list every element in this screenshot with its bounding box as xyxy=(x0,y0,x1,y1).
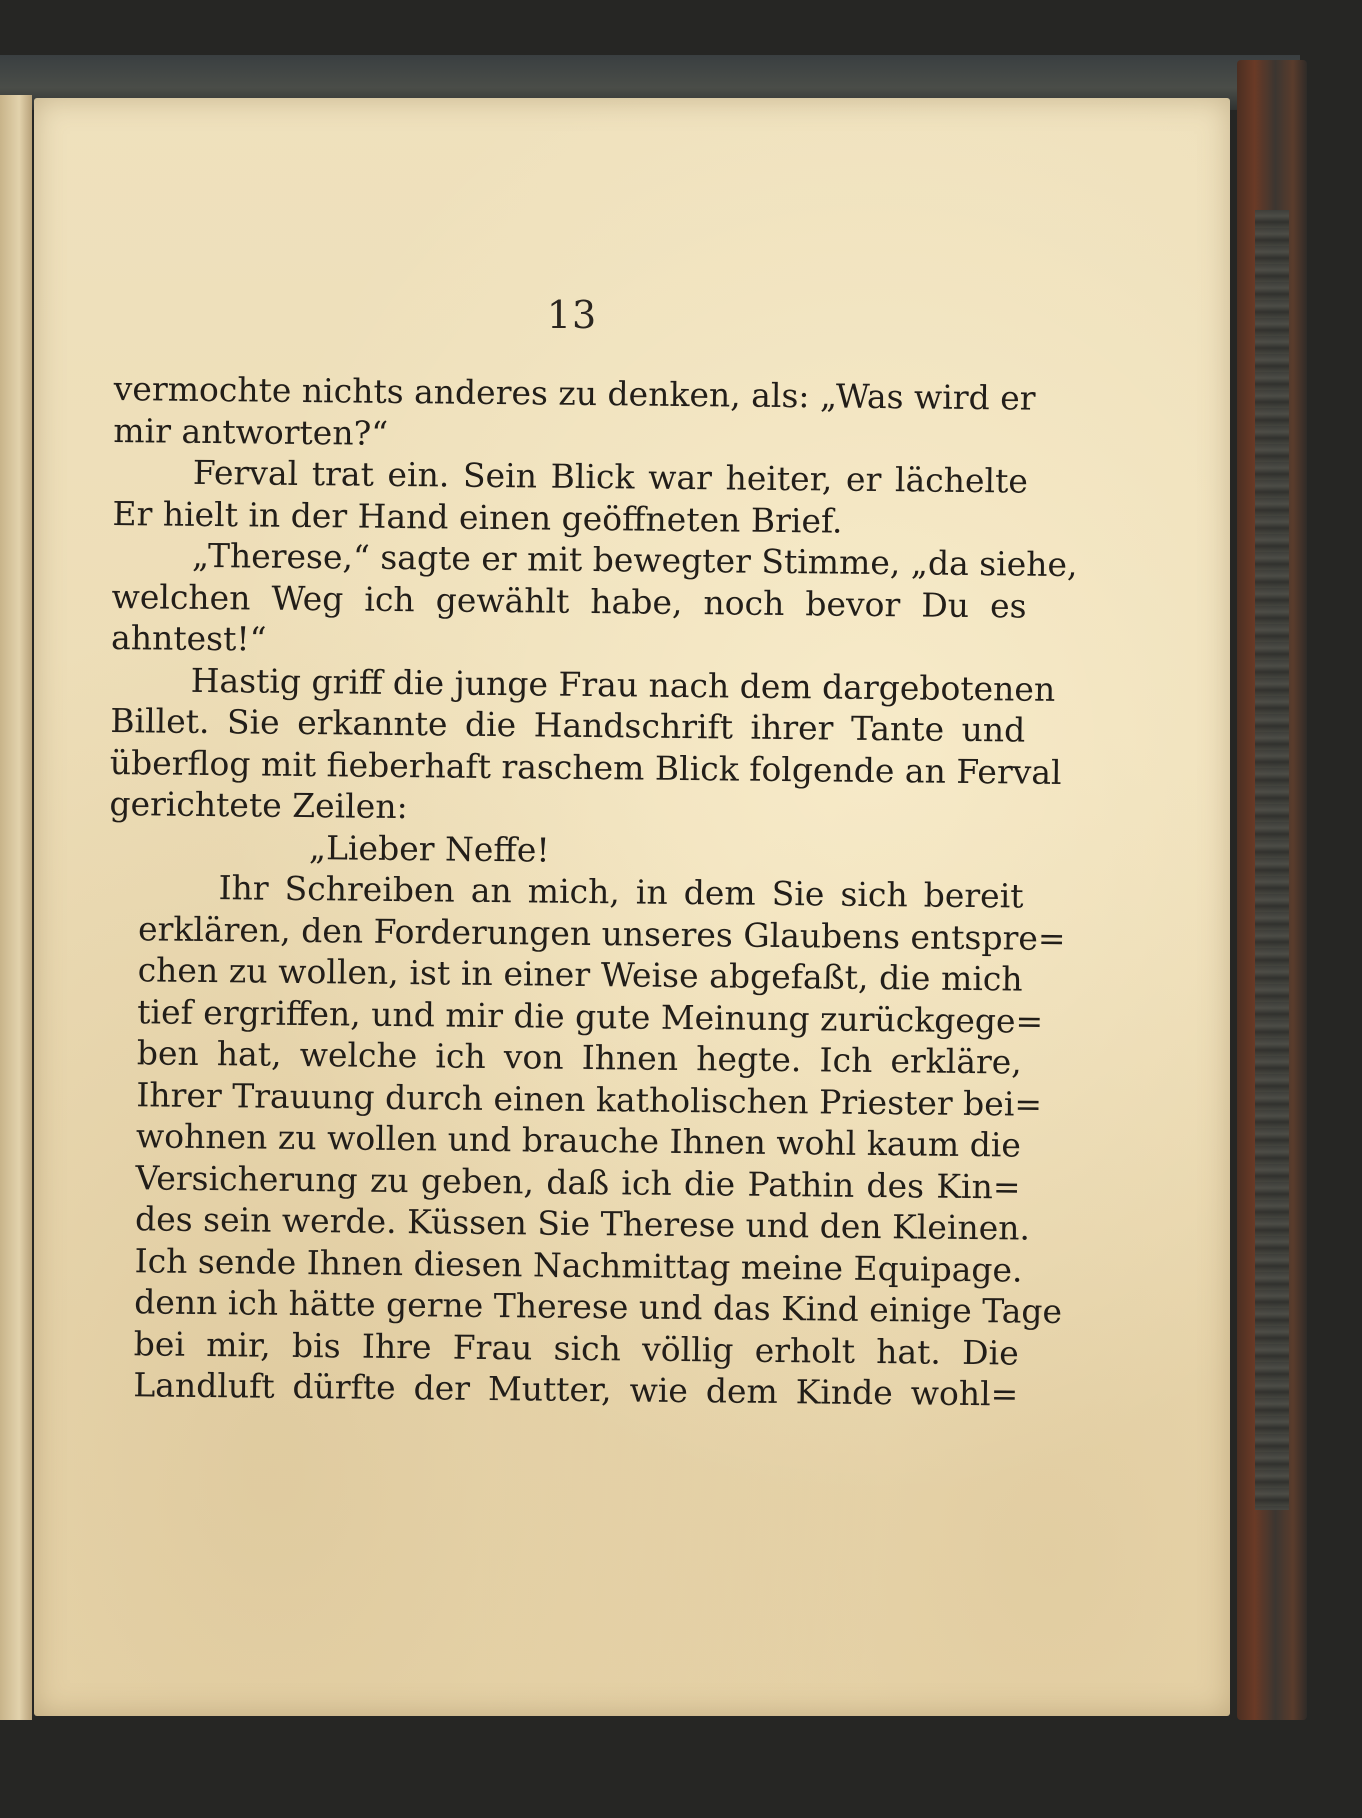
text-line: Ihrer Trauung durch einen katholischen Priester bei= xyxy=(136,1074,1043,1124)
text-line: „Therese,“ sagte er mit bewegter Stimme, „da siehe, xyxy=(191,535,1078,585)
text-line: „Lieber Neffe! xyxy=(308,827,550,870)
text-line: wohnen zu wollen und brauche Ihnen wohl kaum die xyxy=(135,1116,1022,1165)
page xyxy=(34,98,1230,1716)
facing-page-edge xyxy=(0,95,32,1720)
text-line: Ihr Schreiben an mich, in dem Sie sich bereit xyxy=(218,868,1024,916)
text-line: des sein werde. Küssen Sie Therese und den Kleinen. xyxy=(134,1199,1031,1248)
text-line: welchen Weg ich gewählt habe, noch bevor Du es xyxy=(111,576,1027,626)
letter-body xyxy=(103,866,1066,1415)
text-line: Er hielt in der Hand einen geöffneten Brief. xyxy=(112,493,843,541)
text-line: ben hat, welche ich von Ihnen hegte. Ich erkläre, xyxy=(136,1033,1022,1082)
text-line: bei mir, bis Ihre Frau sich völlig erholt hat. Die xyxy=(133,1323,1019,1373)
book-spine xyxy=(1237,60,1307,1720)
text-line: Ich sende Ihnen diesen Nachmittag meine Equipage. xyxy=(134,1240,1023,1290)
text-line: Landluft dürfte der Mutter, wie dem Kinde wohl= xyxy=(133,1365,1019,1414)
text-line: denn ich hätte gerne Therese und das Kind einige Tage xyxy=(134,1282,1063,1331)
text-line: gerichtete Zeilen: xyxy=(109,783,408,827)
text-line: ahntest!“ xyxy=(110,617,267,659)
paragraph xyxy=(112,451,1028,544)
page-number: 13 xyxy=(546,293,598,337)
body-text xyxy=(103,368,1078,1415)
text-line: Ferval trat ein. Sein Blick war heiter, er lächelte xyxy=(192,452,1029,501)
text-line: erklären, den Forderungen unseres Glaubens entspre= xyxy=(137,908,1066,958)
text-line: mir antworten?“ xyxy=(113,410,389,453)
text-line: Billet. Sie erkannte die Handschrift ihrer Tante und xyxy=(110,700,1026,750)
text-line: chen zu wollen, ist in einer Weise abgefaßt, die mich xyxy=(137,950,1023,999)
paragraph xyxy=(109,658,1062,834)
paragraph xyxy=(113,368,1036,461)
paragraph xyxy=(110,534,1078,668)
text-line: vermochte nichts anderes zu denken, als: „Was wird er xyxy=(113,368,1036,418)
text-line: Hastig griff die junge Frau nach dem dargebotenen xyxy=(190,660,1056,709)
text-line: tief ergriffen, und mir die gute Meinung zurückgege= xyxy=(137,991,1044,1041)
text-line: Versicherung zu geben, daß ich die Pathin des Kin= xyxy=(135,1157,1021,1207)
text-line: überflog mit fieberhaft raschem Blick folgende an Ferval xyxy=(109,742,1062,792)
